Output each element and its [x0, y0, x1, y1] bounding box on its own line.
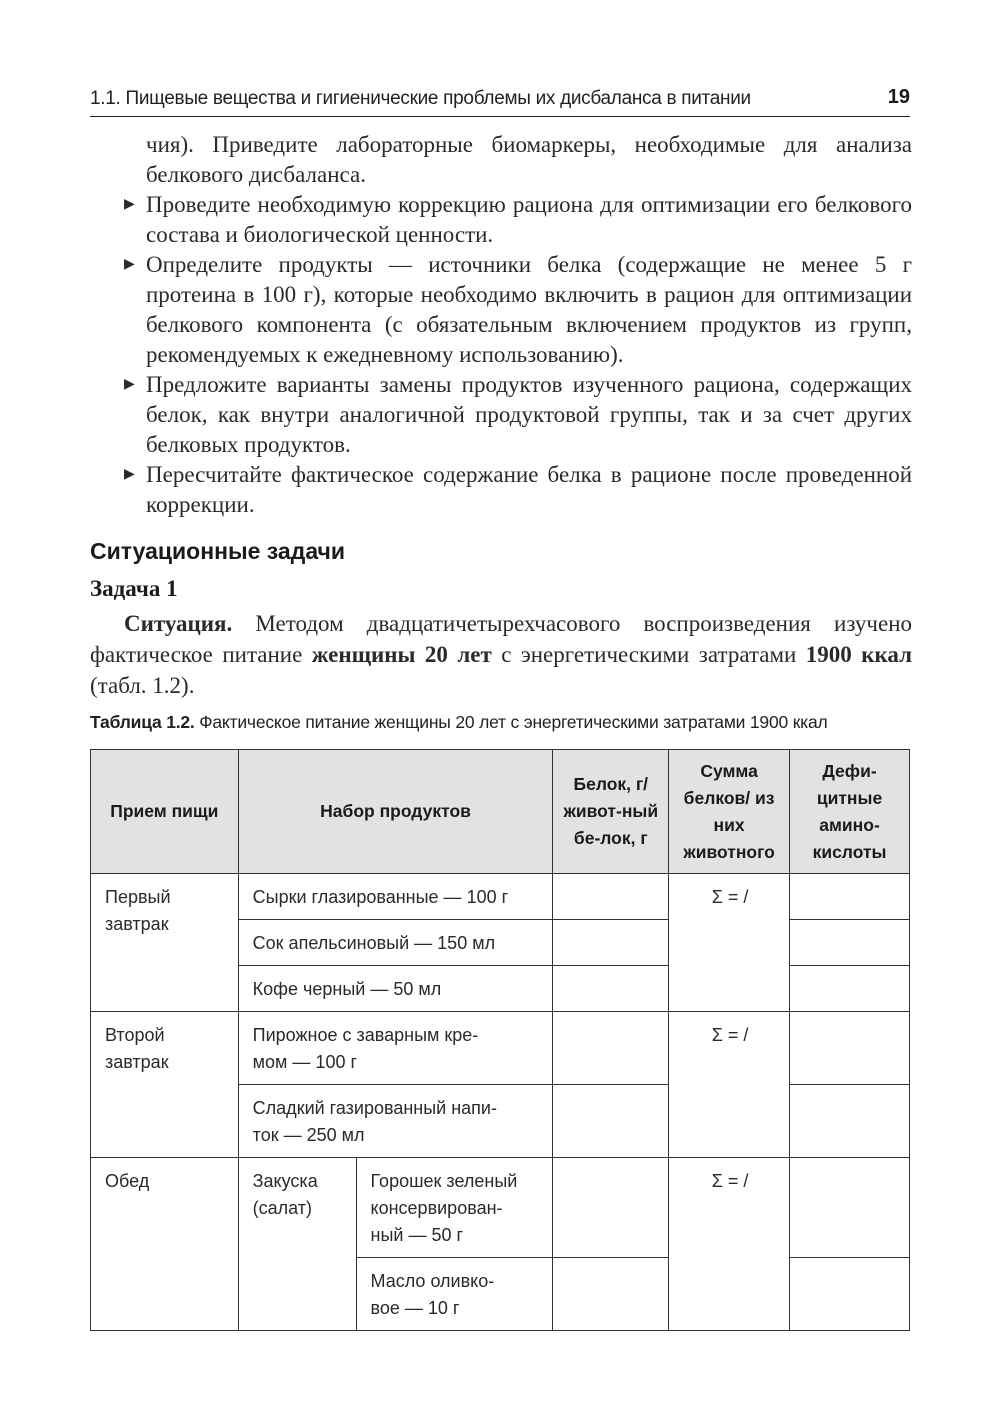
deficit-cell [790, 1158, 910, 1258]
situation-text: (табл. 1.2). [90, 673, 195, 698]
deficit-cell [790, 1258, 910, 1331]
triangle-bullet-icon: ▶ [124, 377, 135, 392]
situation-paragraph [90, 608, 912, 701]
triangle-bullet-icon: ▶ [124, 197, 135, 212]
header-deficit: Дефи-цитные амино-кислоты [790, 750, 910, 874]
task-list [90, 190, 912, 520]
table-caption-label: Таблица 1.2. [90, 712, 195, 732]
list-item-text: Проведите необходимую коррекцию рациона для оптимизации его белкового состава и биологической ценности. [146, 192, 912, 247]
table-caption-text: Фактическое питание женщины 20 лет с энергетическими затратами 1900 ккал [194, 712, 828, 732]
meal-cell: Второй завтрак [91, 1012, 239, 1158]
protein-cell [553, 1085, 669, 1158]
deficit-cell [790, 874, 910, 920]
header-meal: Прием пищи [91, 750, 239, 874]
protein-cell [553, 1012, 669, 1085]
sum-cell: Σ = / [669, 874, 790, 1012]
list-item-text: Пересчитайте фактическое содержание белка в рационе после проведенной коррекции. [146, 462, 912, 517]
running-header [90, 86, 910, 117]
list-item-text: Предложите варианты замены продуктов изученного рациона, содержащих белок, как внутри аналогичной продуктовой группы, так и за счет других белковых продуктов. [146, 372, 912, 457]
header-products: Набор продуктов [238, 750, 553, 874]
running-header-title: 1.1. Пищевые вещества и гигиенические проблемы их дисбаланса в питании [90, 88, 751, 109]
situation-emphasis: женщины 20 лет [311, 642, 492, 667]
product-cell: Сладкий газированный напи-ток — 250 мл [238, 1085, 553, 1158]
table-caption [90, 712, 828, 733]
protein-cell [553, 1258, 669, 1331]
triangle-bullet-icon: ▶ [124, 467, 135, 482]
body-text [90, 130, 912, 520]
sum-cell: Σ = / [669, 1012, 790, 1158]
nutrition-table [90, 749, 910, 1331]
sum-cell: Σ = / [669, 1158, 790, 1331]
deficit-cell [790, 966, 910, 1012]
subgroup-cell: Закуска (салат) [238, 1158, 356, 1331]
situation-label: Ситуация. [124, 611, 233, 636]
situation-text: с энергетическими затратами [491, 642, 806, 667]
task-title: Задача 1 [90, 576, 178, 601]
header-sum: Сумма белков/ из них животного [669, 750, 790, 874]
deficit-cell [790, 1085, 910, 1158]
product-cell: Масло оливко-вое — 10 г [356, 1258, 553, 1331]
table-row [91, 874, 910, 920]
product-cell: Пирожное с заварным кре-мом — 100 г [238, 1012, 553, 1085]
product-cell: Горошек зеленый консервирован-ный — 50 г [356, 1158, 553, 1258]
meal-cell: Первый завтрак [91, 874, 239, 1012]
protein-cell [553, 920, 669, 966]
product-cell: Кофе черный — 50 мл [238, 966, 553, 1012]
deficit-cell [790, 1012, 910, 1085]
continuation-paragraph: чия). Приведите лабораторные биомаркеры, необходимые для анализа белкового дисбаланса. [146, 132, 912, 187]
situation-emphasis: 1900 ккал [805, 642, 912, 667]
table-row [91, 1012, 910, 1085]
protein-cell [553, 966, 669, 1012]
section-heading: Ситуационные задачи [90, 538, 346, 564]
triangle-bullet-icon: ▶ [124, 257, 135, 272]
situation-text: Методом двадцатичетырехчасового воспроизведения изучено фактическое питание [90, 611, 912, 667]
product-cell: Сырки глазированные — 100 г [238, 874, 553, 920]
deficit-cell [790, 920, 910, 966]
list-item [90, 190, 912, 250]
list-item [90, 370, 912, 460]
protein-cell [553, 874, 669, 920]
list-item [90, 250, 912, 370]
header-protein: Белок, г/живот-ный бе-лок, г [553, 750, 669, 874]
product-cell: Сок апельсиновый — 150 мл [238, 920, 553, 966]
list-item [90, 460, 912, 520]
table-row [91, 1158, 910, 1258]
page-number: 19 [887, 86, 910, 108]
list-item-text: Определите продукты — источники белка (содержащие не менее 5 г протеина в 100 г), которые необходимо включить в рацион для оптимизации белкового компонента (с обязательным включением продуктов из групп, рекомендуемых к ежедневному использованию). [146, 252, 912, 367]
meal-cell: Обед [91, 1158, 239, 1331]
protein-cell [553, 1158, 669, 1258]
